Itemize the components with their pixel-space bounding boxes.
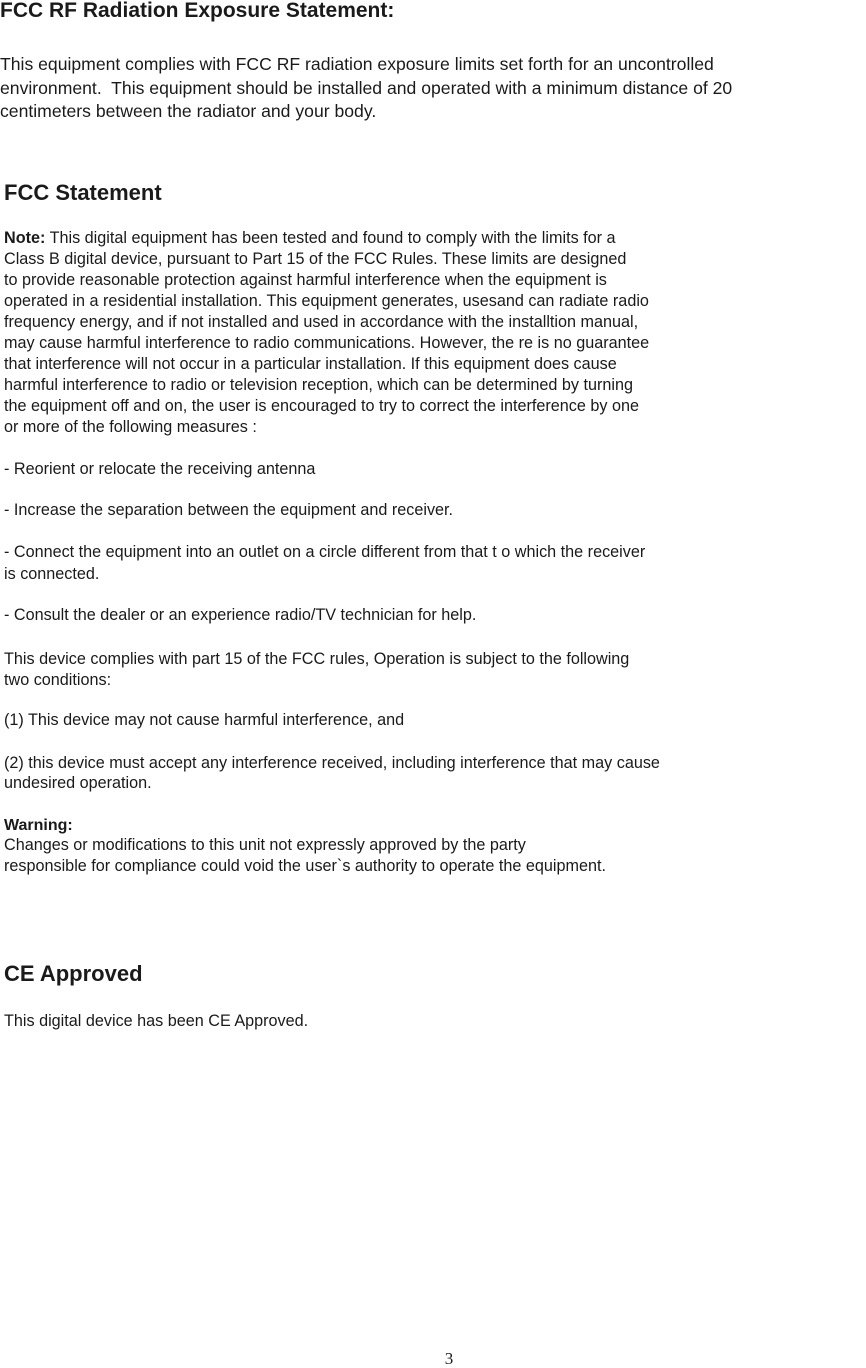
warning-label: Warning: [4, 817, 73, 834]
note-paragraph-line: to provide reasonable protection against harmful interference when the equipment is [4, 271, 607, 289]
measure-item: is connected. [4, 565, 100, 583]
warning-text-line: Changes or modifications to this unit not expressly approved by the party [4, 836, 526, 854]
rf-exposure-heading: FCC RF Radiation Exposure Statement: [0, 0, 395, 22]
condition-item: undesired operation. [4, 774, 152, 792]
note-text: This digital equipment has been tested and found to comply with the limits for a [45, 229, 616, 247]
measure-item: - Connect the equipment into an outlet on a circle different from that t o which the receiver [4, 543, 646, 561]
ce-approved-text: This digital device has been CE Approved. [4, 1012, 309, 1030]
warning-text-line: responsible for compliance could void the user`s authority to operate the equipment. [4, 857, 606, 875]
measure-item: - Consult the dealer or an experience radio/TV technician for help. [4, 606, 477, 624]
ce-approved-heading: CE Approved [4, 961, 143, 986]
note-paragraph-line: that interference will not occur in a particular installation. If this equipment does cause [4, 355, 617, 373]
rf-exposure-text-line: This equipment complies with FCC RF radiation exposure limits set forth for an uncontrolled [0, 54, 714, 74]
condition-item: (2) this device must accept any interference received, including interference that may cause [4, 754, 660, 772]
fcc-statement-heading: FCC Statement [4, 180, 162, 205]
compliance-text-line: two conditions: [4, 671, 112, 689]
rf-exposure-text-line: centimeters between the radiator and your body. [0, 101, 377, 121]
page-number: 3 [444, 1349, 454, 1368]
measure-item: - Increase the separation between the equipment and receiver. [4, 501, 454, 519]
note-paragraph-line: harmful interference to radio or television reception, which can be determined by turning [4, 376, 633, 394]
measure-item: - Reorient or relocate the receiving antenna [4, 460, 316, 478]
rf-exposure-text-line: environment. This equipment should be installed and operated with a minimum distance of 20 [0, 78, 733, 98]
note-paragraph-line: may cause harmful interference to radio communications. However, the re is no guarantee [4, 334, 650, 352]
note-paragraph-line: frequency energy, and if not installed and used in accordance with the installtion manual, [4, 313, 639, 331]
note-paragraph-line: operated in a residential installation. This equipment generates, usesand can radiate radio [4, 292, 649, 310]
note-label: Note: [4, 229, 46, 247]
note-paragraph-line: Class B digital device, pursuant to Part 15 of the FCC Rules. These limits are designed [4, 250, 627, 268]
note-paragraph-line: the equipment off and on, the user is encouraged to try to correct the interference by one [4, 397, 640, 415]
condition-item: (1) This device may not cause harmful interference, and [4, 711, 405, 729]
note-paragraph-line [4, 228, 616, 248]
note-paragraph-line: or more of the following measures : [4, 418, 257, 436]
compliance-text-line: This device complies with part 15 of the FCC rules, Operation is subject to the following [4, 650, 630, 668]
